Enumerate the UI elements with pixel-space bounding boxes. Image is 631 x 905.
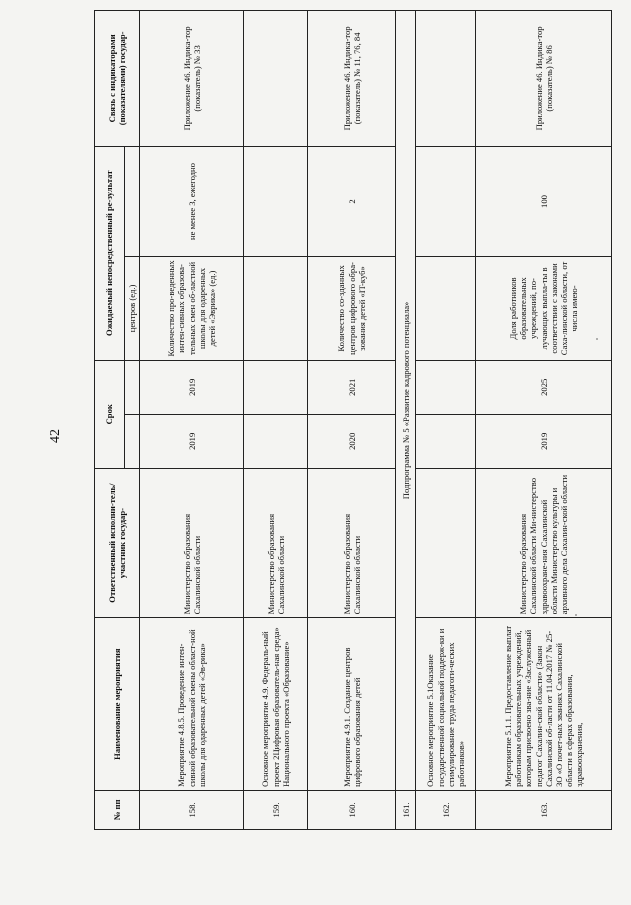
row-measure-name: Мероприятие 5.1.1. Предоставление выплат работникам образовательных учреждений, которым присвоено зва-ние «Заслуженный педагог Сахалин-ской области» (Закон Сахалинской об-ласти от 11.04.2017 № 25-ЗО «О почет-ных званиях Сахалинской области в сферах образования, здравоохранения, [476, 618, 612, 791]
row-indicator-link [416, 11, 476, 147]
program-measures-table [94, 10, 612, 830]
row-result-value: не менее 3, ежегодно [140, 146, 244, 256]
row-term-start: 2019 [140, 414, 244, 468]
term-start-blank [125, 414, 140, 468]
row-term-end: 2025 [476, 360, 612, 414]
row-responsible: Министерство образования Сахалинской области [140, 468, 244, 618]
subprogram-row [396, 11, 416, 830]
header-expected-result: Ожидаемый непосредственный ре-зультат [95, 146, 125, 360]
row-num: 162. [416, 790, 476, 829]
row-num: 163. [476, 790, 612, 829]
subprogram-title: Подпрограмма № 5 «Развитие кадрового потенциала» [396, 11, 416, 791]
row-responsible: Министерство образования Сахалинской области [244, 468, 308, 618]
row-result-name [244, 257, 308, 361]
row-indicator-link [244, 11, 308, 147]
row-result-name: Количество про-веденных интен-сивных образова-тельных смен об-ластной школы для одаренных детей «Эврика» (ед.) [140, 257, 244, 361]
row-result-name: Доля работников образовательных учреждений, по-лучающих выпла-ты в соответствии с законами Саха-линской области, от числа имею- [476, 257, 612, 361]
row-result-value [416, 146, 476, 256]
table-header-row [95, 11, 125, 830]
header-indicator-link: Связь с индикаторами (показателями) государ- [95, 11, 140, 147]
header-term: Срок [95, 360, 125, 468]
result-unit-text: центров (ед.) [125, 257, 140, 361]
row-measure-name: Мероприятие 4.8.5. Проведение интен-сивной образовательной смены област-ной школы для одаренных детей «Эв-рика» [140, 618, 244, 791]
row-term-start: 2020 [308, 414, 396, 468]
page-number: 42 [48, 429, 63, 443]
scan-speck [575, 614, 577, 616]
table-row [476, 11, 612, 830]
table-row [416, 11, 476, 830]
row-result-value: 2 [308, 146, 396, 256]
rotated-table-container [94, 10, 610, 830]
row-term-start [244, 414, 308, 468]
row-term-end [416, 360, 476, 414]
row-indicator-link: Приложение 46. Индика-тор (показатель) № 11, 76, 84 [308, 11, 396, 147]
result-value-blank [125, 146, 140, 256]
row-term-end [244, 360, 308, 414]
scan-speck [596, 338, 598, 340]
row-result-value [244, 146, 308, 256]
row-responsible: Министерство образования Сахалинской области Ми-нистерство здравоохране-ния Сахалинской области Министерство культуры и архивного дела Сахалин-ской области [476, 468, 612, 618]
header-num: № пп [95, 790, 140, 829]
row-num: 161. [396, 790, 416, 829]
row-measure-name: Основное мероприятие 4.9. Федераль-ный проект 2Цифровая образователь-ная среда» Национального проекта «Образование» [244, 618, 308, 791]
row-term-start [416, 414, 476, 468]
row-indicator-link: Приложение 46. Индика-тор (показатель) № 86 [476, 11, 612, 147]
row-num: 159. [244, 790, 308, 829]
row-result-name: Количество со-зданных центров цифрового обра-зования детей «IT-куб» [308, 257, 396, 361]
header-responsible: Ответственный исполни-тель/участник государ- [95, 468, 140, 618]
row-responsible [416, 468, 476, 618]
table-row [140, 11, 244, 830]
row-term-end: 2019 [140, 360, 244, 414]
row-num: 160. [308, 790, 396, 829]
row-indicator-link: Приложение 46. Индика-тор (показатель) № 33 [140, 11, 244, 147]
row-measure-name: Основное мероприятие 5.1Оказание государственной социальной поддерж-ки и стимулирование труда педагоги-ческих работников» [416, 618, 476, 791]
table-row [244, 11, 308, 830]
row-term-end: 2021 [308, 360, 396, 414]
row-num: 158. [140, 790, 244, 829]
row-responsible: Министерство образования Сахалинской области [308, 468, 396, 618]
row-term-start: 2019 [476, 414, 612, 468]
table-row [308, 11, 396, 830]
header-measure-name: Наименование мероприятия [95, 618, 140, 791]
term-end-blank [125, 360, 140, 414]
row-measure-name: Мероприятие 4.9.1. Создание центров цифрового образования детей [308, 618, 396, 791]
row-result-value: 100 [476, 146, 612, 256]
row-result-name [416, 257, 476, 361]
